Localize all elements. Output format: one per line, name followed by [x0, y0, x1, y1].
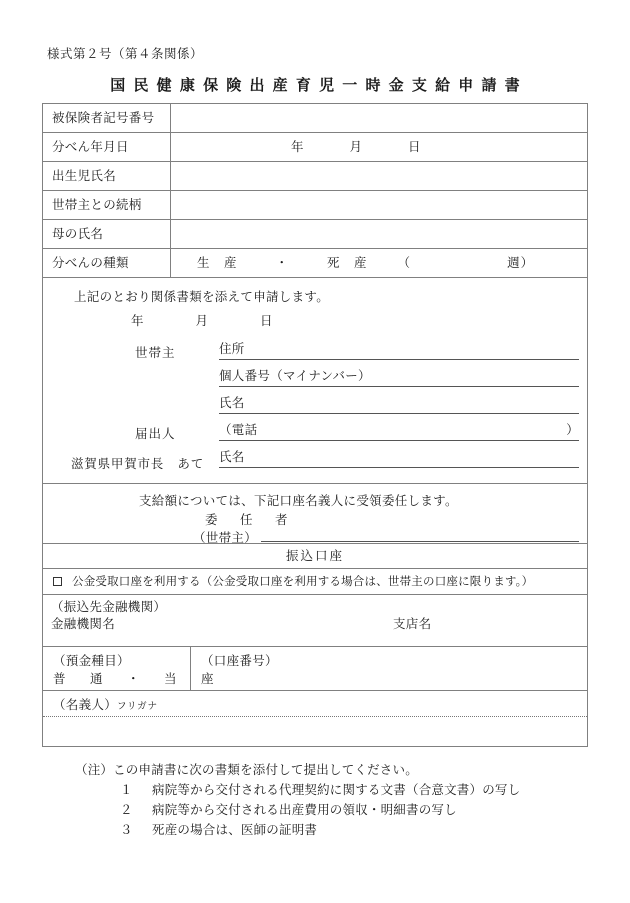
footnote-text: 病院等から交付される出産費用の領収・明細書の写し [152, 803, 457, 817]
account-type-cell[interactable] [43, 647, 220, 690]
householder-label: 世帯主 [135, 346, 176, 360]
bank-institution-name-label[interactable]: 金融機関名 [51, 617, 116, 631]
account-detail-row [43, 647, 587, 691]
account-holder-furigana-row[interactable] [43, 691, 587, 717]
birth-type-separator: ・ [275, 256, 290, 270]
table-row [43, 104, 587, 133]
account-number-label: （口座番号） [201, 654, 278, 668]
footnotes [42, 760, 588, 840]
account-type-label: （預金種目） [53, 654, 130, 668]
page-title: 国民健康保険出産育児一時金支給申請書 [110, 78, 528, 94]
row-field-birth-type[interactable] [171, 249, 587, 277]
field-telephone-paren-close: ） [566, 423, 579, 437]
field-submitter-name[interactable]: 氏名 [219, 449, 579, 468]
row-label-insured-number: 被保険者記号番号 [43, 104, 171, 132]
addressee: 滋賀県甲賀市長 あて [71, 457, 205, 471]
declaration-statement: 上記のとおり関係書類を添えて申請します。 [74, 290, 330, 304]
field-delegator-name[interactable] [261, 541, 579, 542]
row-label-birth-date: 分べん年月日 [43, 133, 171, 161]
field-telephone[interactable] [219, 422, 579, 441]
delegator-sublabel: （世帯主） [193, 531, 258, 545]
table-row [43, 220, 587, 249]
field-householder-name[interactable]: 氏名 [219, 395, 579, 414]
form-number: 様式第２号（第４条関係） [47, 47, 204, 61]
row-field-relationship[interactable] [171, 191, 587, 219]
account-holder-name-row[interactable] [43, 717, 587, 747]
birth-type-options [197, 254, 534, 272]
row-field-mother-name[interactable] [171, 220, 587, 248]
field-address[interactable]: 住所 [219, 341, 579, 360]
delegation-block [43, 484, 587, 544]
delegator-label: 委 任 者 [205, 513, 293, 527]
row-label-birth-type: 分べんの種類 [43, 249, 171, 277]
row-label-newborn-name: 出生児氏名 [43, 162, 171, 190]
field-my-number[interactable]: 個人番号（マイナンバー） [219, 368, 579, 387]
footnote-number: ２ [120, 803, 133, 817]
table-row [43, 162, 587, 191]
table-row [43, 249, 587, 278]
declaration-date[interactable]: 年月日 [131, 314, 325, 328]
delegation-statement: 支給額については、下記口座名義人に受領委任します。 [139, 494, 458, 508]
row-field-insured-number[interactable] [171, 104, 587, 132]
footnote-heading: （注）この申請書に次の書類を添付して提出してください。 [75, 763, 418, 777]
row-label-mother-name: 母の氏名 [43, 220, 171, 248]
footnote-item [42, 800, 588, 820]
row-label-relationship: 世帯主との続柄 [43, 191, 171, 219]
option-live-birth[interactable]: 生 産 [197, 256, 238, 270]
birth-type-paren-open: （ [397, 256, 412, 270]
application-table [42, 103, 588, 747]
footnote-item [42, 780, 588, 800]
bank-section-title: 振込口座 [43, 544, 587, 569]
account-holder-label: （名義人） [53, 698, 118, 712]
bank-branch-name-label[interactable]: 支店名 [393, 617, 432, 631]
field-telephone-label: （電話 [219, 423, 258, 437]
bank-institution-block [43, 595, 587, 647]
submitter-label: 届出人 [135, 427, 176, 441]
account-number-cell[interactable] [191, 647, 587, 690]
public-account-checkbox-row[interactable] [43, 569, 587, 595]
checkbox-icon[interactable] [53, 577, 62, 586]
public-account-checkbox-label: 公金受取口座を利用する（公金受取口座を利用する場合は、世帯主の口座に限ります。） [72, 576, 534, 588]
footnote-number: ３ [120, 823, 133, 837]
footnote-number: １ [120, 783, 133, 797]
footnote-item [42, 820, 588, 840]
row-field-newborn-name[interactable] [171, 162, 587, 190]
table-row [43, 133, 587, 162]
account-holder-label-group [53, 695, 158, 713]
table-row [43, 191, 587, 220]
account-type-options[interactable]: 普 通 ・ 当 座 [53, 672, 220, 686]
birth-type-paren-close: ） [520, 256, 535, 270]
declaration-block [43, 278, 587, 484]
footnote-text: 病院等から交付される代理契約に関する文書（合意文書）の写し [152, 783, 521, 797]
bank-institution-heading: （振込先金融機関） [51, 600, 167, 614]
account-holder-furigana-label: フリガナ [117, 702, 158, 712]
option-stillbirth[interactable]: 死 産 [327, 256, 368, 270]
birth-date-ymd: 年月日 [291, 140, 467, 154]
footnote-text: 死産の場合は、医師の証明書 [152, 823, 318, 837]
birth-type-weeks: 週 [507, 256, 521, 270]
row-field-birth-date[interactable] [171, 133, 587, 161]
